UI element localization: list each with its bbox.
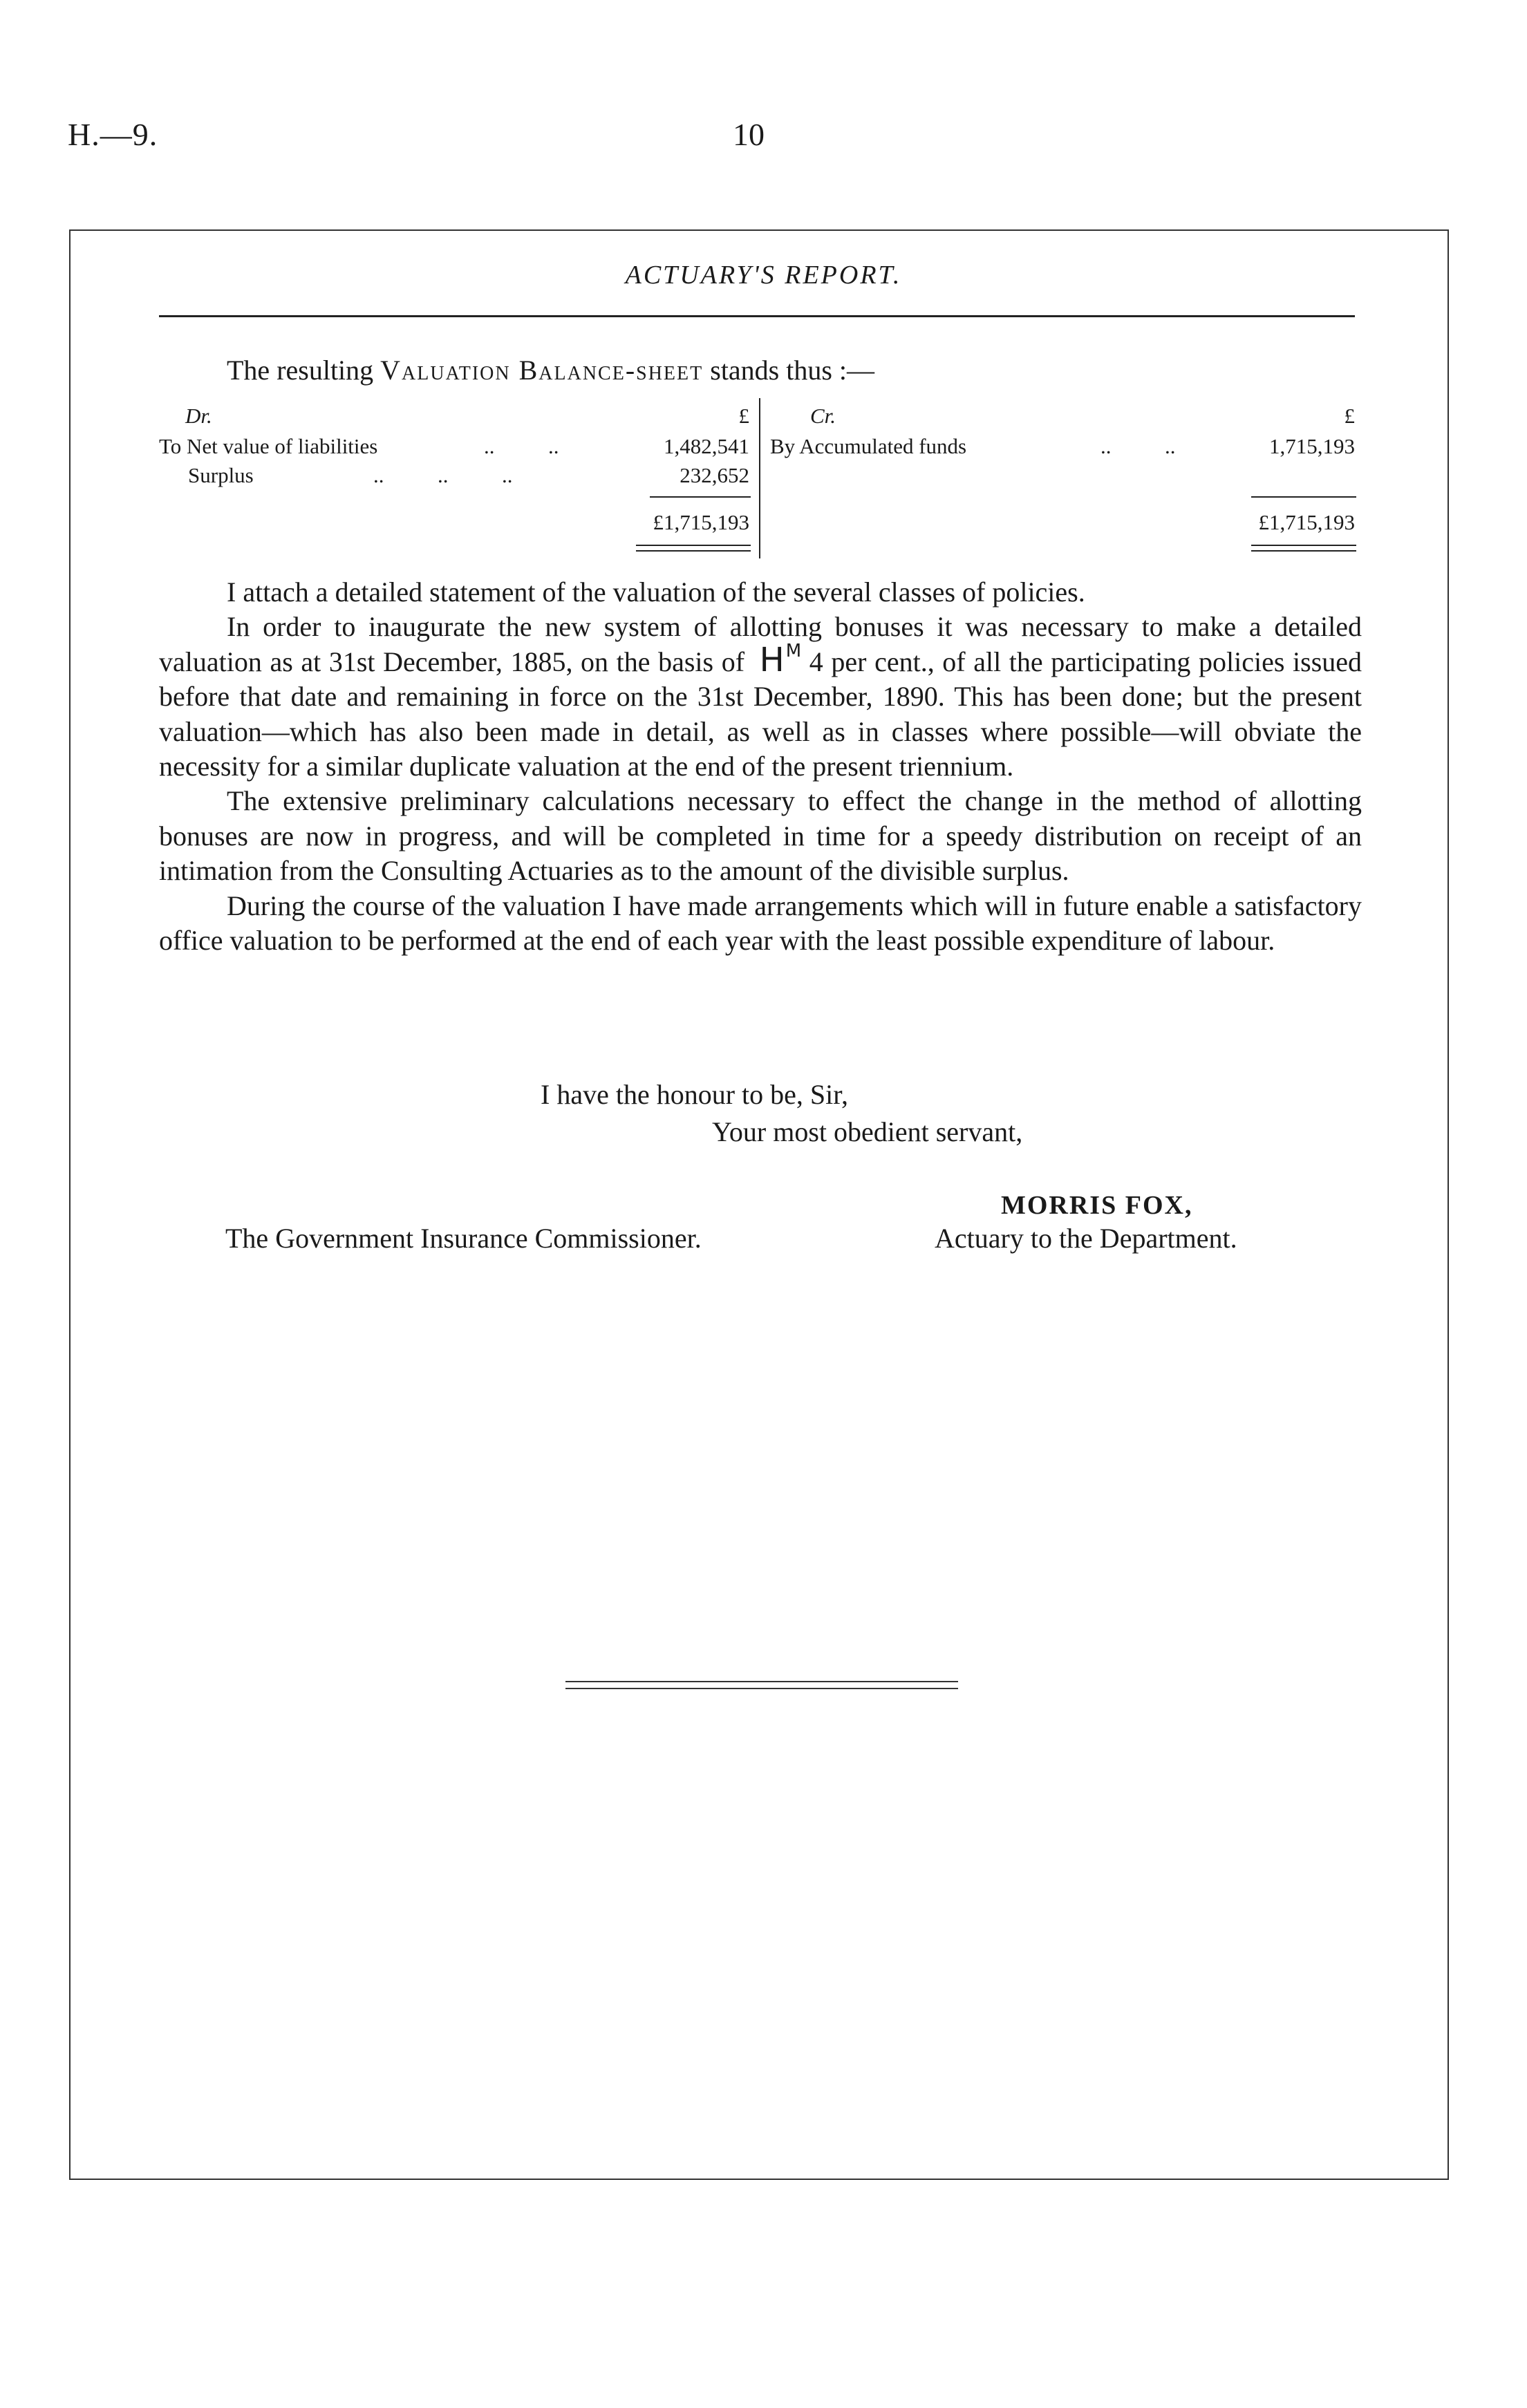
credit-currency: £ [1344, 404, 1355, 428]
paragraph: The extensive preliminary calculations necessary to effect the change in the method of allotting bonuses are now in progress, and will be completed in time for a speedy distribution on receipt of an intimation from the Consulting Actuaries as to the amount of the divisible surplus. [159, 785, 1362, 887]
debit-row-label: Surplus [188, 463, 254, 487]
debit-row-dots: .. .. .. [373, 463, 513, 487]
credit-row-value: 1,715,193 [1269, 434, 1355, 458]
credit-total: £1,715,193 [1258, 510, 1355, 534]
signer-name: MORRIS FOX, [1001, 1191, 1193, 1220]
credit-row-label: By Accumulated funds [770, 434, 967, 458]
closing-line: Your most obedient servant, [712, 1116, 1023, 1147]
debit-row-value: 232,652 [680, 463, 749, 487]
addressee: The Government Insurance Commissioner. [225, 1223, 702, 1254]
paragraph [159, 610, 1362, 784]
debit-row-dots: .. .. [484, 434, 559, 458]
debit-row-value: 1,482,541 [664, 434, 749, 458]
actuarial-table-superscript: M [785, 640, 802, 661]
credit-sum-rule [1251, 496, 1356, 498]
debit-total: £1,715,193 [653, 510, 749, 534]
credit-heading: Cr. [810, 404, 836, 428]
actuarial-table-symbol [760, 641, 802, 679]
paragraph: During the course of the valuation I have made arrangements which will in future enable a satisfactory office valuation to be performed at the end of each year with the least possible expenditure of labour. [159, 890, 1362, 957]
debit-row-label: To Net value of liabilities [159, 434, 378, 458]
page-number: 10 [733, 117, 765, 152]
paragraph: I attach a detailed statement of the valuation of the several classes of policies. [227, 576, 1085, 608]
signer-title: Actuary to the Department. [935, 1223, 1237, 1254]
actuarial-table-letter: H [759, 640, 785, 679]
balance-sheet-divider [759, 398, 760, 558]
intro-tail: stands thus :— [710, 355, 875, 386]
credit-total-double-rule [1251, 545, 1356, 552]
debit-heading: Dr. [185, 404, 212, 428]
paragraph-text: In order to inaugurate the new system of allotting bonuses it was necessary to make a detailed valuation as at 31st December, 1885, on the basis of [159, 611, 1362, 677]
intro-line [227, 354, 874, 386]
debit-currency: £ [738, 404, 749, 428]
debit-total-double-rule [636, 545, 751, 552]
report-body [159, 575, 1362, 958]
credit-row-dots: .. .. [1100, 434, 1176, 458]
end-double-rule [565, 1681, 958, 1689]
paragraph-text: 4 per cent., of all the participating policies issued before that date and remaining in force on the 31st December, 1890. This has been done; but the present valuation—which has also been made in detail, as well as in classes where possible—will obviate the necessity for a similar duplicate valuation at the end of the present triennium. [159, 646, 1362, 782]
intro-lead: The resulting [227, 355, 374, 386]
title-rule [159, 315, 1355, 317]
report-title: ACTUARY'S REPORT. [625, 261, 902, 290]
intro-small-caps: Valuation Balance-sheet [380, 355, 704, 386]
debit-sum-rule [650, 496, 751, 498]
closing-line: I have the honour to be, Sir, [541, 1079, 848, 1110]
document-reference: H.—9. [68, 117, 158, 152]
